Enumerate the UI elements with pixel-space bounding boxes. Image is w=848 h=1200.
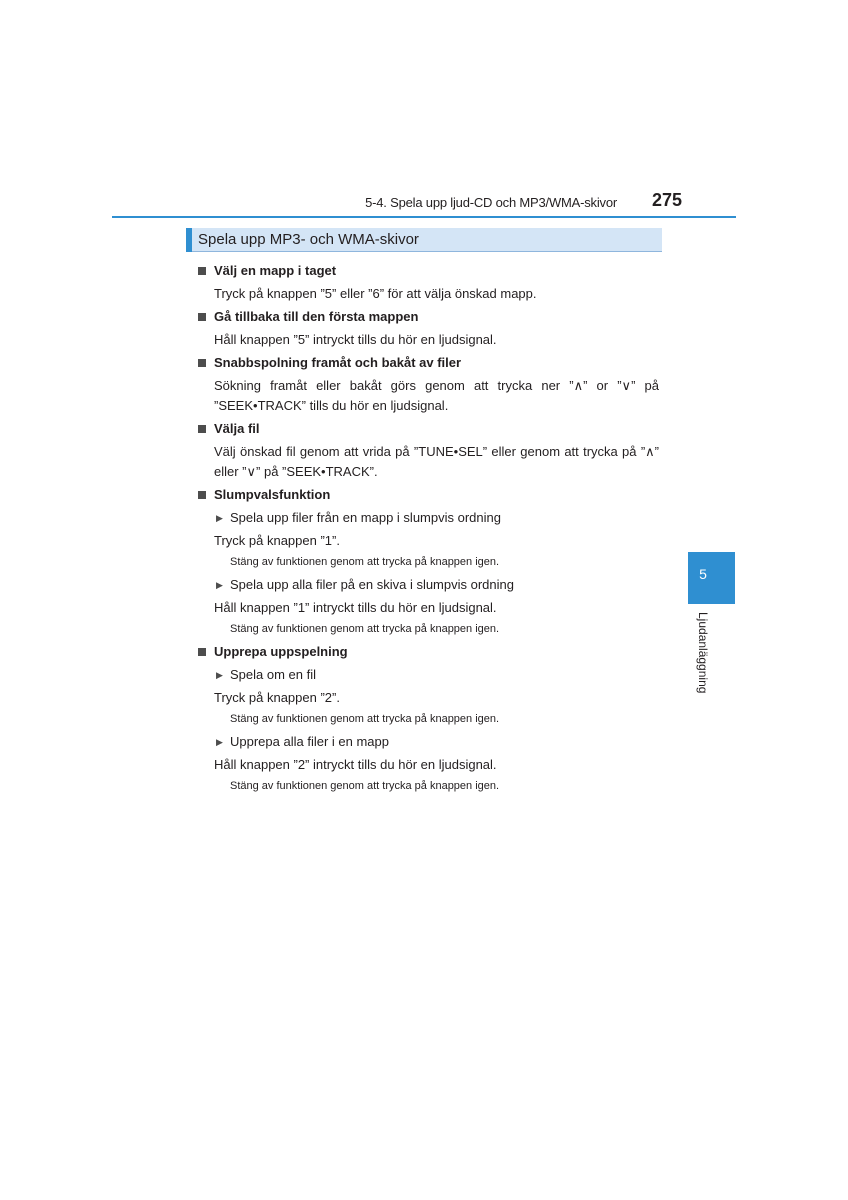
sub-item-text: Tryck på knappen ”1”. xyxy=(214,533,340,548)
item-heading-repeat xyxy=(196,642,659,662)
square-bullet-icon xyxy=(198,425,206,433)
square-bullet-icon xyxy=(198,359,206,367)
page-number: 275 xyxy=(651,190,682,210)
sub-item-label: Spela upp alla filer på en skiva i slumpvis ordning xyxy=(230,577,514,592)
item-heading-first-folder xyxy=(196,307,659,327)
item-heading-text: Välj en mapp i taget xyxy=(214,263,337,278)
sub-item-label: Spela upp filer från en mapp i slumpvis ordning xyxy=(230,510,501,525)
triangle-bullet-icon: ▶ xyxy=(216,670,223,680)
square-bullet-icon xyxy=(198,313,206,321)
triangle-bullet-icon: ▶ xyxy=(216,580,223,590)
item-heading-folder xyxy=(196,261,659,281)
item-text-select-file: Välj önskad fil genom att vrida på ”TUNE•SEL” eller genom att trycka på ”∧” eller ”∨” på ”SEEK•TRACK”. xyxy=(214,444,659,479)
chapter-side-label: Ljudanläggning xyxy=(696,612,710,694)
sub-item-repeat-folder xyxy=(196,732,659,752)
item-heading-text: Gå tillbaka till den första mappen xyxy=(214,309,419,324)
sub-item-label: Upprepa alla filer i en mapp xyxy=(230,734,389,749)
item-heading-text: Snabbspolning framåt och bakåt av filer xyxy=(214,355,462,370)
square-bullet-icon xyxy=(198,491,206,499)
item-text-first-folder: Håll knappen ”5” intryckt tills du hör en ljudsignal. xyxy=(214,332,497,347)
sub-item-note: Stäng av funktionen genom att trycka på knappen igen. xyxy=(230,780,500,792)
section-accent-stripe xyxy=(186,228,192,252)
item-heading-select-file xyxy=(196,419,659,439)
triangle-bullet-icon: ▶ xyxy=(216,513,223,523)
sub-item-label: Spela om en fil xyxy=(230,667,316,682)
triangle-bullet-icon: ▶ xyxy=(216,737,223,747)
square-bullet-icon xyxy=(198,267,206,275)
square-bullet-icon xyxy=(198,648,206,656)
item-text-folder: Tryck på knappen ”5” eller ”6” för att välja önskad mapp. xyxy=(214,286,537,301)
item-text-fast-forward: Sökning framåt eller bakåt görs genom att trycka ner ”∧” or ”∨” på ”SEEK•TRACK” tills du hör en ljudsignal. xyxy=(214,378,659,413)
section-title-bar xyxy=(186,228,662,252)
sub-item-note: Stäng av funktionen genom att trycka på knappen igen. xyxy=(230,623,500,635)
sub-item-text: Tryck på knappen ”2”. xyxy=(214,690,340,705)
item-heading-random xyxy=(196,485,659,505)
sub-item-text: Håll knappen ”2” intryckt tills du hör en ljudsignal. xyxy=(214,757,497,772)
sub-item-note: Stäng av funktionen genom att trycka på knappen igen. xyxy=(230,713,500,725)
sub-item-repeat-file xyxy=(196,665,659,685)
sub-item-random-disc xyxy=(196,575,659,595)
sub-item-text: Håll knappen ”1” intryckt tills du hör en ljudsignal. xyxy=(214,600,497,615)
sub-item-note: Stäng av funktionen genom att trycka på knappen igen. xyxy=(230,556,500,568)
header-rule xyxy=(112,216,736,218)
chapter-number: 5 xyxy=(699,566,707,582)
section-title: Spela upp MP3- och WMA-skivor xyxy=(198,231,419,248)
chapter-side-tab xyxy=(688,552,735,604)
item-heading-fast-forward xyxy=(196,353,659,373)
chapter-header-title: 5-4. Spela upp ljud-CD och MP3/WMA-skivor xyxy=(365,195,617,210)
item-heading-text: Välja fil xyxy=(214,421,260,436)
item-heading-text: Slumpvalsfunktion xyxy=(214,487,331,502)
sub-item-random-folder xyxy=(196,508,659,528)
item-heading-text: Upprepa uppspelning xyxy=(214,644,348,659)
page-content xyxy=(196,258,659,796)
